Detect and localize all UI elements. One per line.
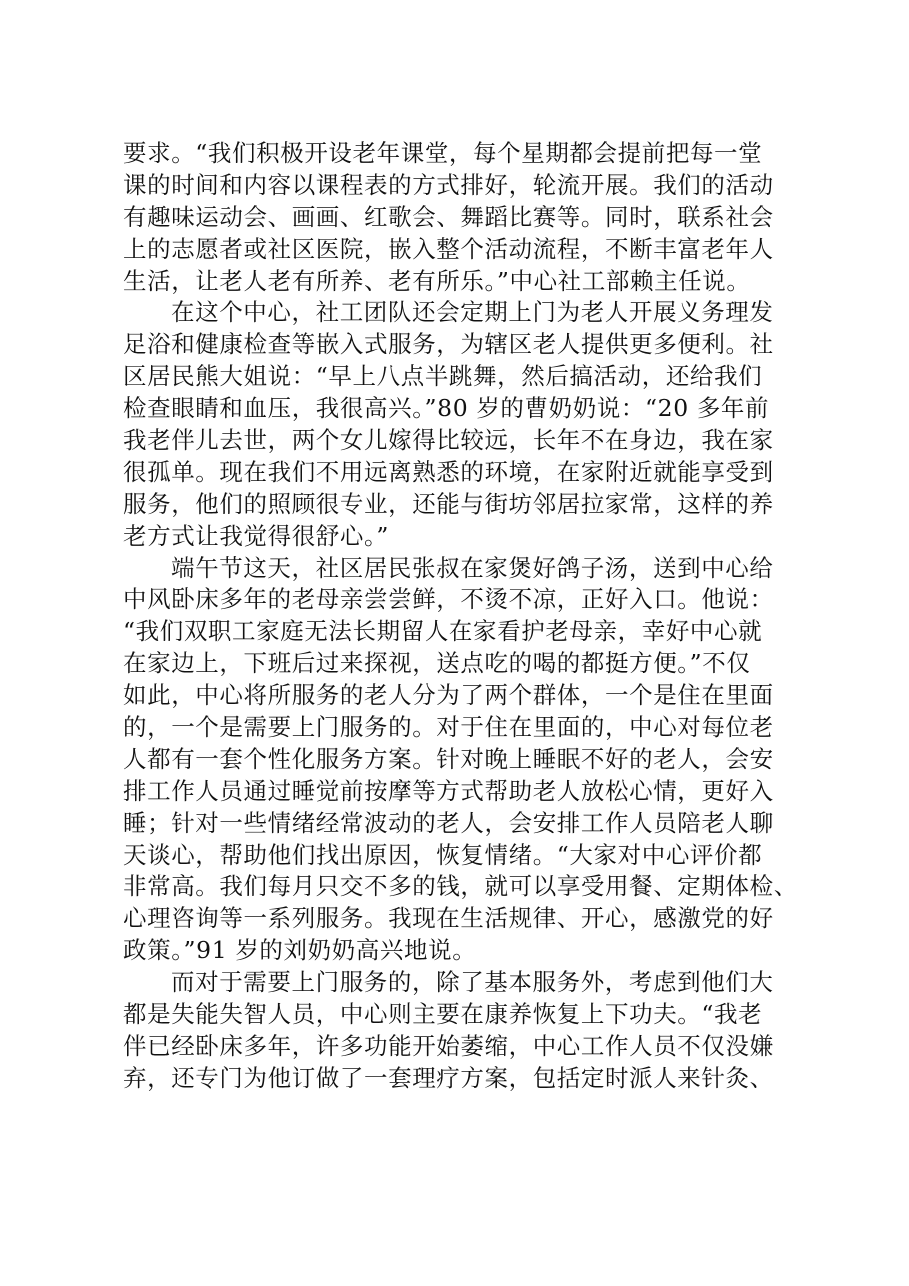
text-line: 课的时间和内容以课程表的方式排好，轮流开展。我们的活动 bbox=[123, 170, 774, 199]
text-line: 我老伴儿去世，两个女儿嫁得比较远，长年不在身边，我在家 bbox=[123, 426, 774, 455]
text-line: 非常高。我们每月只交不多的钱，就可以享受用餐、定期体检、 bbox=[123, 872, 798, 901]
paragraph-3 bbox=[123, 553, 803, 968]
document-body bbox=[123, 138, 803, 1095]
text-line: 上的志愿者或社区医院，嵌入整个活动流程，不断丰富老年人 bbox=[123, 234, 774, 263]
text-line: 生活，让老人老有所养、老有所乐。”中心社工部赖主任说。 bbox=[123, 266, 751, 295]
text-line: 都是失能失智人员，中心则主要在康养恢复上下功夫。“我老 bbox=[123, 1000, 763, 1029]
text-line: “我们双职工家庭无法长期留人在家看护老母亲，幸好中心就 bbox=[123, 617, 763, 646]
text-line: 而对于需要上门服务的，除了基本服务外，考虑到他们大 bbox=[171, 968, 774, 997]
text-line: 检查眼睛和血压，我很高兴。”80 岁的曹奶奶说：“20 多年前 bbox=[123, 394, 770, 423]
text-line: 天谈心，帮助他们找出原因，恢复情绪。“大家对中心评价都 bbox=[123, 840, 763, 869]
text-line: 如此，中心将所服务的老人分为了两个群体，一个是住在里面 bbox=[123, 681, 774, 710]
text-line: 伴已经卧床多年，许多功能开始萎缩，中心工作人员不仅没嫌 bbox=[123, 1031, 774, 1060]
text-line: 要求。“我们积极开设老年课堂，每个星期都会提前把每一堂 bbox=[123, 139, 763, 167]
text-line: 在家边上，下班后过来探视，送点吃的喝的都挺方便。”不仅 bbox=[123, 649, 751, 678]
paragraph-2 bbox=[123, 297, 803, 552]
text-line: 服务，他们的照顾很专业，还能与街坊邻居拉家常，这样的养 bbox=[123, 489, 774, 518]
text-line: 老方式让我觉得很舒心。” bbox=[123, 521, 389, 550]
text-line: 排工作人员通过睡觉前按摩等方式帮助老人放松心情，更好入 bbox=[123, 776, 774, 805]
paragraph-1 bbox=[123, 138, 803, 297]
text-line: 区居民熊大姐说：“早上八点半跳舞，然后搞活动，还给我们 bbox=[123, 362, 763, 391]
text-line: 足浴和健康检查等嵌入式服务，为辖区老人提供更多便利。社 bbox=[123, 330, 774, 359]
text-line: 端午节这天，社区居民张叔在家煲好鸽子汤，送到中心给 bbox=[171, 553, 774, 582]
text-line: 很孤单。现在我们不用远离熟悉的环境，在家附近就能享受到 bbox=[123, 457, 774, 486]
text-line: 在这个中心，社工团队还会定期上门为老人开展义务理发 bbox=[171, 298, 774, 327]
text-line: 有趣味运动会、画画、红歌会、舞蹈比赛等。同时，联系社会 bbox=[123, 202, 774, 231]
text-line: 政策。”91 岁的刘奶奶高兴地说。 bbox=[123, 936, 477, 965]
paragraph-4 bbox=[123, 967, 803, 1095]
text-line: 的，一个是需要上门服务的。对于住在里面的，中心对每位老 bbox=[123, 713, 774, 742]
text-line: 睡；针对一些情绪经常波动的老人，会安排工作人员陪老人聊 bbox=[123, 808, 774, 837]
text-line: 弃，还专门为他订做了一套理疗方案，包括定时派人来针灸、 bbox=[123, 1063, 774, 1092]
text-line: 中风卧床多年的老母亲尝尝鲜，不烫不凉，正好入口。他说： bbox=[123, 585, 774, 614]
text-line: 心理咨询等一系列服务。我现在生活规律、开心，感激党的好 bbox=[123, 904, 774, 933]
text-line: 人都有一套个性化服务方案。针对晚上睡眠不好的老人，会安 bbox=[123, 744, 774, 773]
